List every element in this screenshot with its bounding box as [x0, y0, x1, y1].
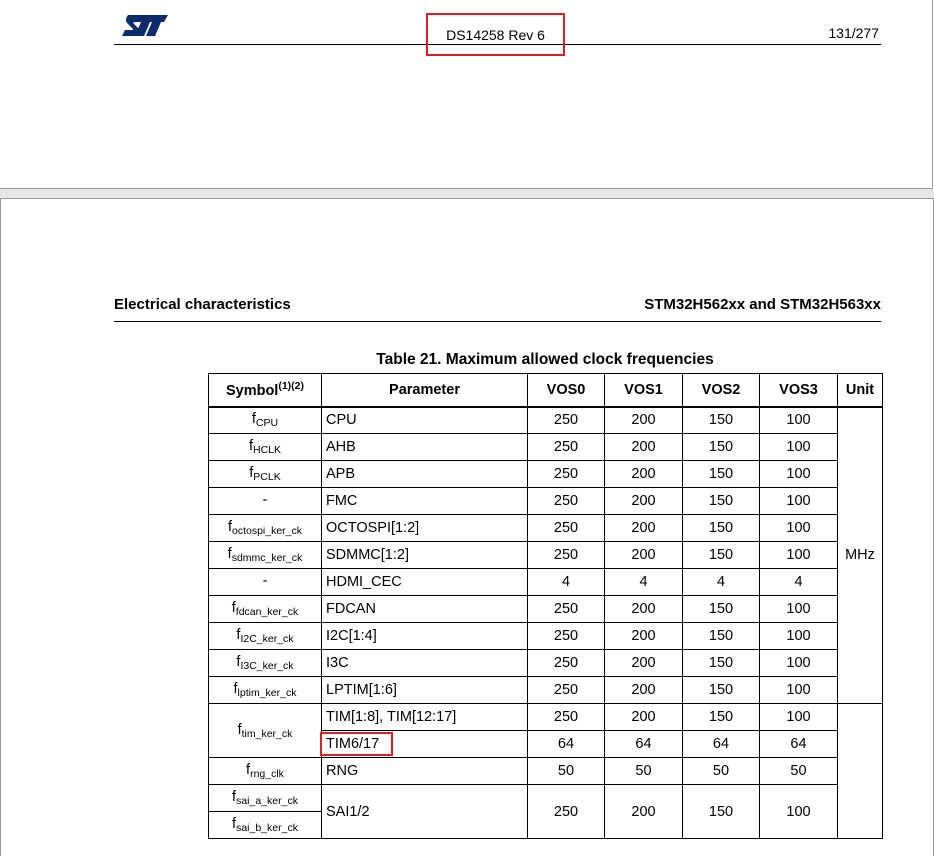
- value-cell: 4: [605, 569, 683, 596]
- parameter-cell: TIM[1:8], TIM[12:17]: [322, 704, 528, 731]
- value-cell: 250: [528, 650, 605, 677]
- header-vos3: VOS3: [760, 374, 838, 407]
- value-cell: 250: [528, 461, 605, 488]
- value-cell: 200: [605, 623, 683, 650]
- symbol-cell: $f_{CPU}$: [209, 407, 322, 434]
- parameter-cell: FDCAN: [322, 596, 528, 623]
- value-cell: 150: [683, 650, 760, 677]
- header-vos1: VOS1: [605, 374, 683, 407]
- header-unit: Unit: [838, 374, 883, 407]
- value-cell: 4: [528, 569, 605, 596]
- value-cell: 64: [683, 731, 760, 758]
- symbol-cell: $f_{lptim\_ker\_ck}$: [209, 677, 322, 704]
- value-cell: 100: [760, 488, 838, 515]
- parameter-cell: LPTIM[1:6]: [322, 677, 528, 704]
- value-cell: 150: [683, 515, 760, 542]
- table-row: [209, 623, 883, 650]
- table-row: [209, 758, 883, 785]
- table-row: [209, 677, 883, 704]
- value-cell: 150: [683, 488, 760, 515]
- table-row: [209, 407, 883, 434]
- table-row: [209, 650, 883, 677]
- value-cell: 250: [528, 488, 605, 515]
- value-cell: 100: [760, 677, 838, 704]
- value-cell: 100: [760, 407, 838, 434]
- table-caption: Table 21. Maximum allowed clock frequencies: [376, 351, 714, 368]
- table-row: [209, 461, 883, 488]
- parameter-cell: CPU: [322, 407, 528, 434]
- value-cell: 64: [760, 731, 838, 758]
- value-cell: 200: [605, 407, 683, 434]
- table-row: [209, 704, 883, 731]
- value-cell: 64: [605, 731, 683, 758]
- page-number: 131/277: [828, 25, 879, 41]
- symbol-cell: $f_{sai\_b\_ker\_ck}$: [209, 812, 322, 839]
- header-symbol: Symbol$^{(1)(2)}$: [209, 374, 322, 407]
- value-cell: 200: [605, 461, 683, 488]
- value-cell: 150: [683, 623, 760, 650]
- symbol-cell: $f_{I2C\_ker\_ck}$: [209, 623, 322, 650]
- value-cell: 64: [528, 731, 605, 758]
- value-cell: 150: [683, 407, 760, 434]
- value-cell: 250: [528, 704, 605, 731]
- symbol-cell: $f_{octospi\_ker\_ck}$: [209, 515, 322, 542]
- value-cell: 150: [683, 785, 760, 839]
- value-cell: 50: [605, 758, 683, 785]
- value-cell: 250: [528, 596, 605, 623]
- previous-page: [0, 0, 933, 189]
- symbol-cell: -: [209, 488, 322, 515]
- symbol-cell: $f_{HCLK}$: [209, 434, 322, 461]
- value-cell: 200: [605, 650, 683, 677]
- value-cell: 100: [760, 515, 838, 542]
- section-title: Electrical characteristics: [114, 296, 291, 313]
- value-cell: 150: [683, 434, 760, 461]
- value-cell: 100: [760, 623, 838, 650]
- symbol-cell: $f_{I3C\_ker\_ck}$: [209, 650, 322, 677]
- symbol-cell: $f_{sdmmc\_ker\_ck}$: [209, 542, 322, 569]
- table-row: [209, 542, 883, 569]
- parameter-cell: SAI1/2: [322, 785, 528, 839]
- value-cell: 250: [528, 434, 605, 461]
- value-cell: 250: [528, 542, 605, 569]
- value-cell: 50: [683, 758, 760, 785]
- value-cell: 250: [528, 515, 605, 542]
- value-cell: 100: [760, 542, 838, 569]
- header-vos0: VOS0: [528, 374, 605, 407]
- value-cell: 200: [605, 542, 683, 569]
- symbol-cell: -: [209, 569, 322, 596]
- st-logo-icon: [120, 12, 170, 42]
- value-cell: 150: [683, 596, 760, 623]
- value-cell: 100: [760, 461, 838, 488]
- value-cell: 200: [605, 677, 683, 704]
- parameter-cell: SDMMC[1:2]: [322, 542, 528, 569]
- clock-frequency-table: [208, 373, 883, 839]
- table-row: [209, 785, 883, 812]
- header-parameter: Parameter: [322, 374, 528, 407]
- section-rule: [114, 321, 881, 322]
- symbol-cell: $f_{fdcan\_ker\_ck}$: [209, 596, 322, 623]
- parameter-cell: HDMI_CEC: [322, 569, 528, 596]
- symbol-cell: $f_{tim\_ker\_ck}$: [209, 704, 322, 758]
- value-cell: 200: [605, 434, 683, 461]
- value-cell: 150: [683, 461, 760, 488]
- value-cell: 200: [605, 488, 683, 515]
- table-row: [209, 596, 883, 623]
- parameter-cell: AHB: [322, 434, 528, 461]
- value-cell: 50: [760, 758, 838, 785]
- value-cell: 4: [683, 569, 760, 596]
- value-cell: 200: [605, 596, 683, 623]
- table-row: [209, 515, 883, 542]
- value-cell: 100: [760, 704, 838, 731]
- symbol-cell: $f_{PCLK}$: [209, 461, 322, 488]
- parameter-cell: OCTOSPI[1:2]: [322, 515, 528, 542]
- product-title: STM32H562xx and STM32H563xx: [644, 296, 881, 313]
- value-cell: 250: [528, 785, 605, 839]
- table-row: [209, 488, 883, 515]
- header-vos2: VOS2: [683, 374, 760, 407]
- value-cell: 200: [605, 785, 683, 839]
- value-cell: 250: [528, 623, 605, 650]
- value-cell: 150: [683, 704, 760, 731]
- parameter-cell: [322, 731, 528, 758]
- value-cell: 100: [760, 785, 838, 839]
- value-cell: 250: [528, 677, 605, 704]
- table-header-row: [209, 374, 883, 407]
- doc-reference: DS14258 Rev 6: [426, 13, 565, 56]
- parameter-cell: APB: [322, 461, 528, 488]
- unit-cell-empty: [838, 704, 883, 839]
- parameter-cell: FMC: [322, 488, 528, 515]
- symbol-cell: $f_{rng\_clk}$: [209, 758, 322, 785]
- parameter-cell: I2C[1:4]: [322, 623, 528, 650]
- value-cell: 250: [528, 407, 605, 434]
- value-cell: 200: [605, 515, 683, 542]
- parameter-cell: I3C: [322, 650, 528, 677]
- value-cell: 100: [760, 650, 838, 677]
- value-cell: 4: [760, 569, 838, 596]
- highlighted-parameter: TIM6/17: [320, 732, 393, 756]
- parameter-cell: RNG: [322, 758, 528, 785]
- value-cell: 100: [760, 596, 838, 623]
- unit-cell: MHz: [838, 407, 883, 704]
- value-cell: 150: [683, 677, 760, 704]
- symbol-cell: $f_{sai\_a\_ker\_ck}$: [209, 785, 322, 812]
- value-cell: 100: [760, 434, 838, 461]
- value-cell: 150: [683, 542, 760, 569]
- table-row: [209, 434, 883, 461]
- value-cell: 50: [528, 758, 605, 785]
- value-cell: 200: [605, 704, 683, 731]
- table-row: [209, 569, 883, 596]
